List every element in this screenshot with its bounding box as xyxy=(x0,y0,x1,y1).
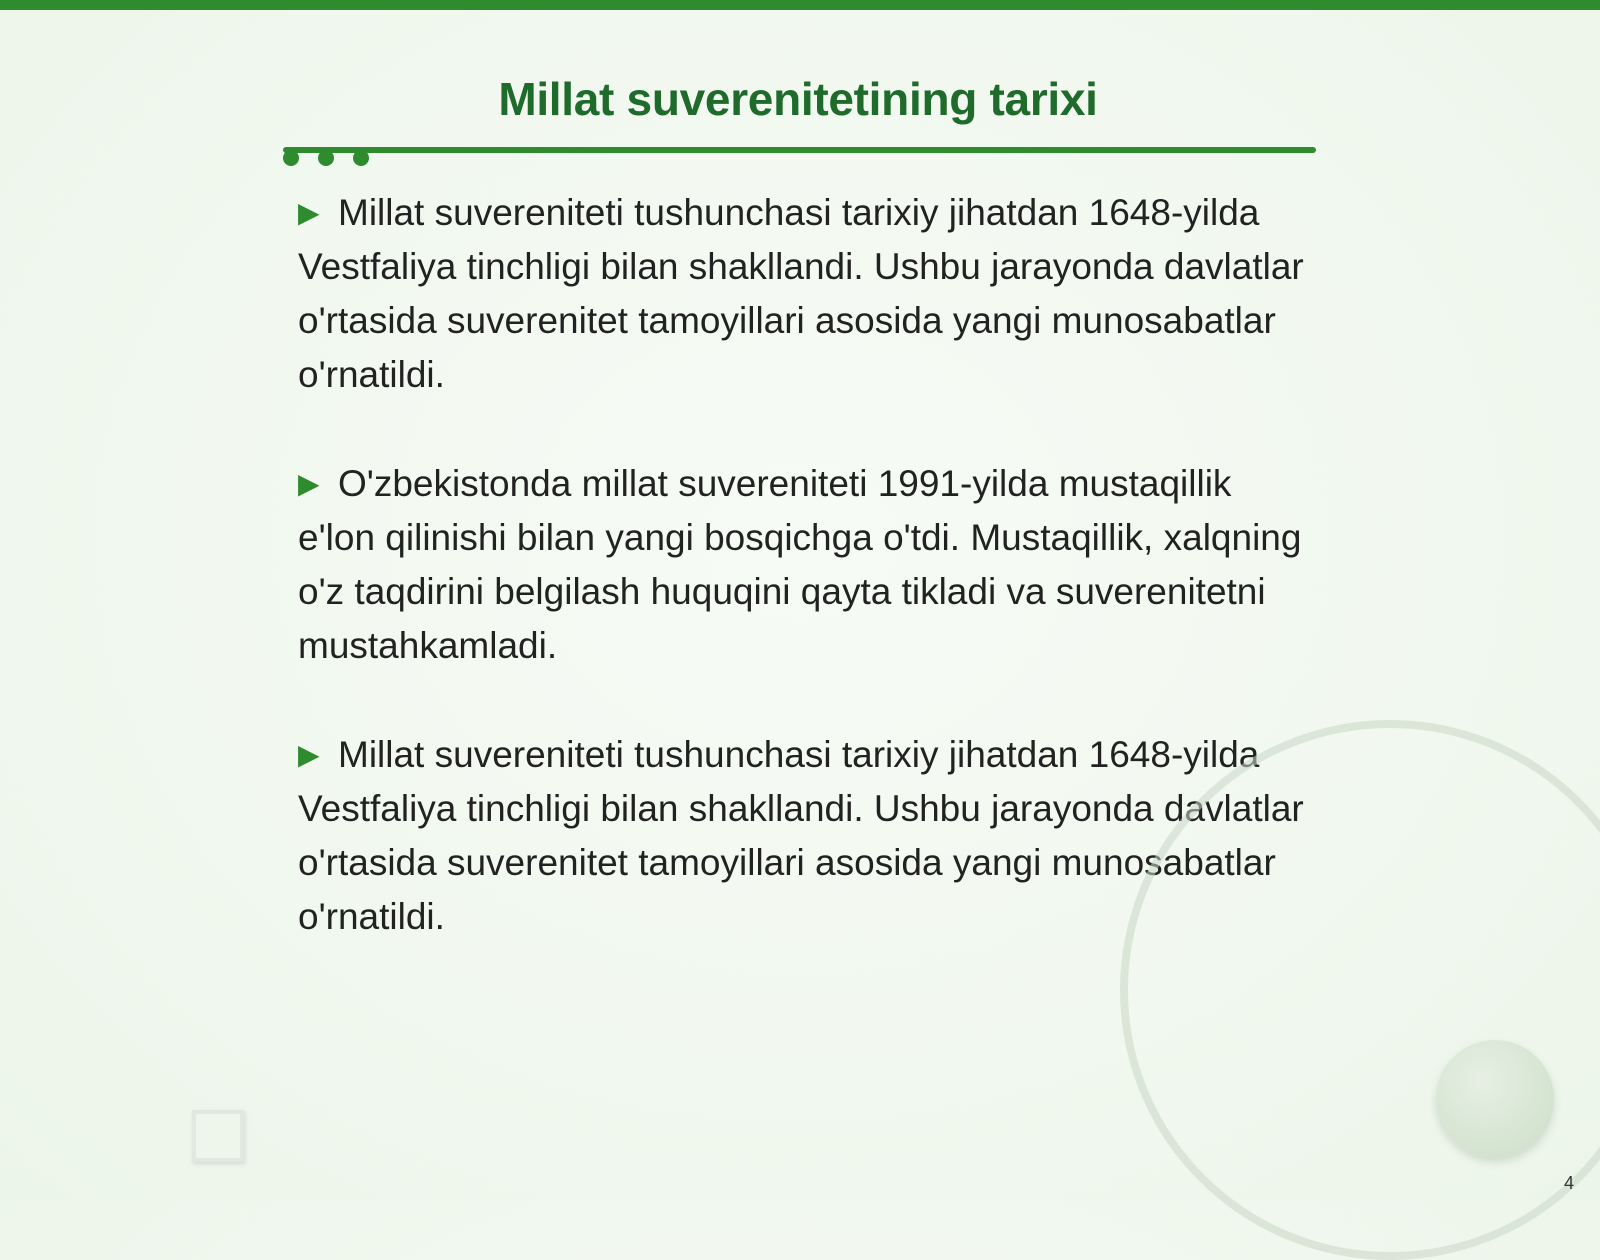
underline-dot xyxy=(318,150,334,166)
title-underline xyxy=(283,147,1316,153)
decorative-square xyxy=(192,1110,244,1162)
page-number: 4 xyxy=(1563,1173,1574,1193)
slide-title: Millat suverenitetining tarixi xyxy=(498,73,1098,125)
top-accent-bar xyxy=(0,0,1600,10)
bullet-item xyxy=(298,457,1308,673)
bullet-item xyxy=(298,186,1308,402)
underline-dot xyxy=(353,150,369,166)
triangle-bullet-icon: ▶ xyxy=(298,739,320,770)
bullet-text: O'zbekistonda millat suvereniteti 1991-yilda mustaqillik e'lon qilinishi bilan yangi bosqichga o'tdi. Mustaqillik, xalqning o'z taqdirini belgilash huquqini qayta tikladi va suverenitetni mustahkamladi. xyxy=(298,463,1302,666)
underline-dot xyxy=(283,150,299,166)
bullet-text: Millat suvereniteti tushunchasi tarixiy jihatdan 1648-yilda Vestfaliya tinchligi bilan shakllandi. Ushbu jarayonda davlatlar o'rtasida suverenitet tamoyillari asosida yangi munosabatlar o'rnatildi. xyxy=(298,734,1304,937)
decorative-circle xyxy=(1436,1040,1554,1158)
bullet-text: Millat suvereniteti tushunchasi tarixiy jihatdan 1648-yilda Vestfaliya tinchligi bilan shakllandi. Ushbu jarayonda davlatlar o'rtasida suverenitet tamoyillari asosida yangi munosabatlar o'rnatildi. xyxy=(298,192,1304,395)
triangle-bullet-icon: ▶ xyxy=(298,197,320,228)
triangle-bullet-icon: ▶ xyxy=(298,468,320,499)
